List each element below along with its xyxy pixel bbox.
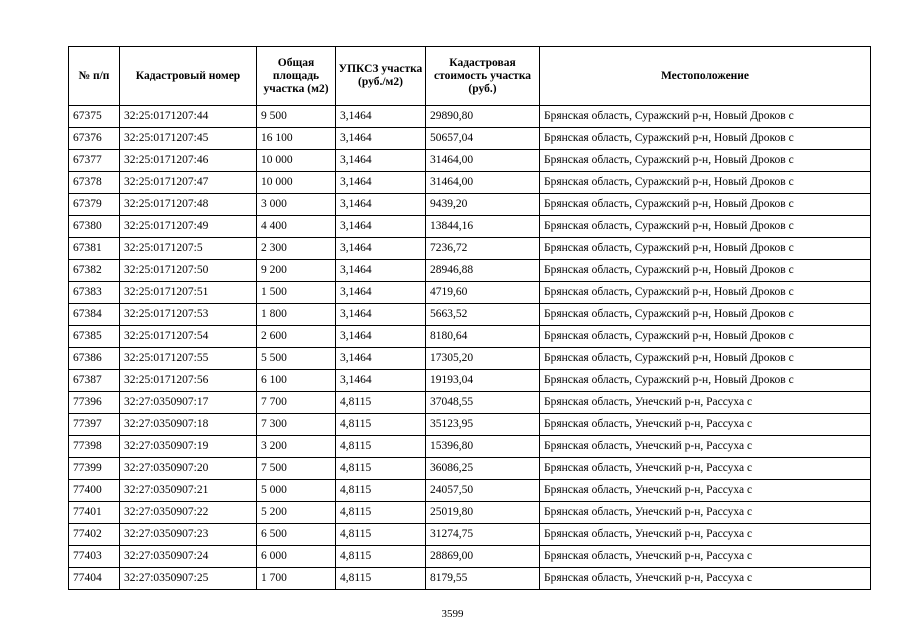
cell-area: 6 100 [257, 370, 336, 392]
cell-area: 10 000 [257, 172, 336, 194]
cell-cadastral-value: 35123,95 [426, 414, 540, 436]
header-cadastral-value: Кадастровая стоимость участка (руб.) [426, 47, 540, 106]
cell-number: 77404 [69, 568, 120, 590]
cell-location: Брянская область, Унечский р-н, Рассуха с [540, 414, 871, 436]
cell-cadastral-value: 28946,88 [426, 260, 540, 282]
cell-cadastral-value: 31274,75 [426, 524, 540, 546]
table-row [69, 326, 871, 348]
cell-upksz: 3,1464 [336, 172, 426, 194]
cell-cadastral-number: 32:25:0171207:51 [120, 282, 257, 304]
cell-area: 9 500 [257, 106, 336, 128]
cell-area: 7 500 [257, 458, 336, 480]
cell-upksz: 3,1464 [336, 150, 426, 172]
page-number: 3599 [441, 608, 464, 620]
cell-cadastral-value: 17305,20 [426, 348, 540, 370]
cell-location: Брянская область, Суражский р-н, Новый Дроков с [540, 194, 871, 216]
table-row [69, 348, 871, 370]
cell-cadastral-number: 32:25:0171207:45 [120, 128, 257, 150]
table-row [69, 172, 871, 194]
cell-cadastral-value: 28869,00 [426, 546, 540, 568]
cell-area: 2 600 [257, 326, 336, 348]
cadastral-table [68, 46, 871, 590]
cell-cadastral-value: 9439,20 [426, 194, 540, 216]
cell-location: Брянская область, Суражский р-н, Новый Дроков с [540, 348, 871, 370]
cell-upksz: 4,8115 [336, 524, 426, 546]
table-row [69, 480, 871, 502]
cell-cadastral-number: 32:27:0350907:20 [120, 458, 257, 480]
cell-number: 67384 [69, 304, 120, 326]
table-row [69, 282, 871, 304]
cell-cadastral-number: 32:25:0171207:44 [120, 106, 257, 128]
cell-area: 1 500 [257, 282, 336, 304]
cell-area: 4 400 [257, 216, 336, 238]
cell-cadastral-value: 36086,25 [426, 458, 540, 480]
cell-location: Брянская область, Суражский р-н, Новый Дроков с [540, 260, 871, 282]
cell-number: 67381 [69, 238, 120, 260]
cell-upksz: 4,8115 [336, 458, 426, 480]
cell-area: 5 500 [257, 348, 336, 370]
table-header-row [69, 47, 871, 106]
table-row [69, 304, 871, 326]
table-row [69, 546, 871, 568]
table-row [69, 502, 871, 524]
cell-cadastral-value: 7236,72 [426, 238, 540, 260]
cell-cadastral-number: 32:25:0171207:5 [120, 238, 257, 260]
cell-cadastral-value: 13844,16 [426, 216, 540, 238]
cell-area: 3 200 [257, 436, 336, 458]
cell-upksz: 4,8115 [336, 392, 426, 414]
cell-upksz: 3,1464 [336, 238, 426, 260]
cell-location: Брянская область, Унечский р-н, Рассуха с [540, 524, 871, 546]
cell-location: Брянская область, Унечский р-н, Рассуха с [540, 480, 871, 502]
cell-area: 3 000 [257, 194, 336, 216]
cell-number: 67382 [69, 260, 120, 282]
cell-location: Брянская область, Суражский р-н, Новый Дроков с [540, 106, 871, 128]
cell-cadastral-number: 32:25:0171207:49 [120, 216, 257, 238]
cell-number: 67377 [69, 150, 120, 172]
cell-number: 77402 [69, 524, 120, 546]
cell-cadastral-number: 32:25:0171207:53 [120, 304, 257, 326]
cell-cadastral-number: 32:27:0350907:21 [120, 480, 257, 502]
cell-upksz: 4,8115 [336, 568, 426, 590]
cell-number: 67383 [69, 282, 120, 304]
cell-upksz: 4,8115 [336, 502, 426, 524]
cell-cadastral-value: 19193,04 [426, 370, 540, 392]
cell-number: 77400 [69, 480, 120, 502]
table-row [69, 238, 871, 260]
cell-cadastral-number: 32:27:0350907:22 [120, 502, 257, 524]
cell-number: 67378 [69, 172, 120, 194]
cell-upksz: 4,8115 [336, 480, 426, 502]
cell-cadastral-number: 32:25:0171207:47 [120, 172, 257, 194]
cell-cadastral-number: 32:25:0171207:55 [120, 348, 257, 370]
header-area: Общая площадь участка (м2) [257, 47, 336, 106]
cell-cadastral-number: 32:25:0171207:56 [120, 370, 257, 392]
cell-area: 10 000 [257, 150, 336, 172]
cell-cadastral-value: 24057,50 [426, 480, 540, 502]
cell-location: Брянская область, Унечский р-н, Рассуха с [540, 568, 871, 590]
cell-location: Брянская область, Суражский р-н, Новый Дроков с [540, 172, 871, 194]
cell-upksz: 3,1464 [336, 216, 426, 238]
cell-number: 77396 [69, 392, 120, 414]
table-row [69, 392, 871, 414]
cell-upksz: 4,8115 [336, 436, 426, 458]
cell-cadastral-value: 29890,80 [426, 106, 540, 128]
cell-location: Брянская область, Унечский р-н, Рассуха с [540, 502, 871, 524]
cell-area: 6 000 [257, 546, 336, 568]
cell-location: Брянская область, Суражский р-н, Новый Дроков с [540, 150, 871, 172]
cell-area: 6 500 [257, 524, 336, 546]
cell-area: 7 700 [257, 392, 336, 414]
cell-cadastral-number: 32:25:0171207:50 [120, 260, 257, 282]
cell-cadastral-number: 32:27:0350907:23 [120, 524, 257, 546]
cell-area: 5 200 [257, 502, 336, 524]
cell-number: 67385 [69, 326, 120, 348]
cell-area: 16 100 [257, 128, 336, 150]
cell-location: Брянская область, Унечский р-н, Рассуха с [540, 458, 871, 480]
cell-area: 9 200 [257, 260, 336, 282]
table-body [69, 106, 871, 590]
cell-upksz: 3,1464 [336, 304, 426, 326]
cell-upksz: 3,1464 [336, 194, 426, 216]
cell-location: Брянская область, Унечский р-н, Рассуха с [540, 436, 871, 458]
cell-cadastral-value: 50657,04 [426, 128, 540, 150]
table-row [69, 128, 871, 150]
cell-upksz: 3,1464 [336, 326, 426, 348]
cell-cadastral-number: 32:27:0350907:17 [120, 392, 257, 414]
cell-area: 7 300 [257, 414, 336, 436]
cell-upksz: 3,1464 [336, 282, 426, 304]
table-row [69, 106, 871, 128]
cell-location: Брянская область, Унечский р-н, Рассуха с [540, 392, 871, 414]
cell-area: 1 800 [257, 304, 336, 326]
cell-number: 77397 [69, 414, 120, 436]
cell-cadastral-number: 32:27:0350907:24 [120, 546, 257, 568]
cell-number: 77401 [69, 502, 120, 524]
cell-cadastral-value: 15396,80 [426, 436, 540, 458]
cell-location: Брянская область, Суражский р-н, Новый Дроков с [540, 304, 871, 326]
cell-number: 77403 [69, 546, 120, 568]
cell-cadastral-value: 31464,00 [426, 172, 540, 194]
cell-location: Брянская область, Суражский р-н, Новый Дроков с [540, 238, 871, 260]
cell-cadastral-value: 8180,64 [426, 326, 540, 348]
cell-number: 67380 [69, 216, 120, 238]
cell-location: Брянская область, Суражский р-н, Новый Дроков с [540, 128, 871, 150]
cell-cadastral-value: 8179,55 [426, 568, 540, 590]
cell-number: 77398 [69, 436, 120, 458]
table-row [69, 414, 871, 436]
header-number: № п/п [69, 47, 120, 106]
table-row [69, 568, 871, 590]
cell-cadastral-number: 32:27:0350907:25 [120, 568, 257, 590]
cell-number: 77399 [69, 458, 120, 480]
cell-location: Брянская область, Суражский р-н, Новый Дроков с [540, 282, 871, 304]
cell-upksz: 3,1464 [336, 348, 426, 370]
table-row [69, 216, 871, 238]
header-upksz: УПКСЗ участка (руб./м2) [336, 47, 426, 106]
cell-area: 2 300 [257, 238, 336, 260]
cell-location: Брянская область, Суражский р-н, Новый Дроков с [540, 216, 871, 238]
cell-cadastral-number: 32:27:0350907:18 [120, 414, 257, 436]
cell-number: 67379 [69, 194, 120, 216]
cell-upksz: 4,8115 [336, 546, 426, 568]
table-row [69, 436, 871, 458]
cell-upksz: 4,8115 [336, 414, 426, 436]
table-row [69, 524, 871, 546]
cell-cadastral-value: 25019,80 [426, 502, 540, 524]
cell-cadastral-number: 32:25:0171207:54 [120, 326, 257, 348]
cell-location: Брянская область, Суражский р-н, Новый Дроков с [540, 370, 871, 392]
cell-upksz: 3,1464 [336, 370, 426, 392]
cell-upksz: 3,1464 [336, 106, 426, 128]
table-row [69, 194, 871, 216]
cell-cadastral-value: 31464,00 [426, 150, 540, 172]
cell-cadastral-value: 4719,60 [426, 282, 540, 304]
cell-cadastral-value: 37048,55 [426, 392, 540, 414]
table-row [69, 150, 871, 172]
table-row [69, 458, 871, 480]
cell-area: 1 700 [257, 568, 336, 590]
table-row [69, 370, 871, 392]
cell-upksz: 3,1464 [336, 128, 426, 150]
cell-area: 5 000 [257, 480, 336, 502]
cell-number: 67376 [69, 128, 120, 150]
table-row [69, 260, 871, 282]
cell-location: Брянская область, Унечский р-н, Рассуха с [540, 546, 871, 568]
header-location: Местоположение [540, 47, 871, 106]
cell-cadastral-number: 32:27:0350907:19 [120, 436, 257, 458]
cell-cadastral-number: 32:25:0171207:48 [120, 194, 257, 216]
cell-upksz: 3,1464 [336, 260, 426, 282]
cell-number: 67386 [69, 348, 120, 370]
cell-number: 67375 [69, 106, 120, 128]
cell-location: Брянская область, Суражский р-н, Новый Дроков с [540, 326, 871, 348]
cell-cadastral-number: 32:25:0171207:46 [120, 150, 257, 172]
cell-number: 67387 [69, 370, 120, 392]
header-cadastral-number: Кадастровый номер [120, 47, 257, 106]
cell-cadastral-value: 5663,52 [426, 304, 540, 326]
